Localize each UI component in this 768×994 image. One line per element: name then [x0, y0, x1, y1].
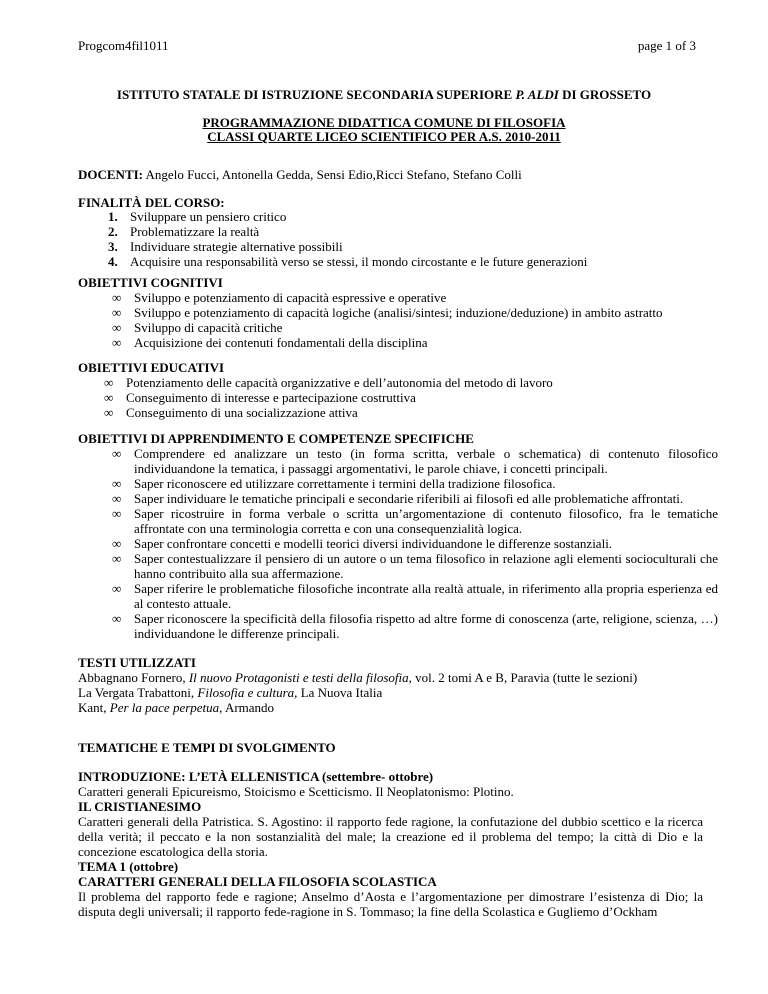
finalita-list [108, 209, 587, 269]
bullet-icon: ∞ [112, 536, 122, 551]
scolastica-heading: CARATTERI GENERALI DELLA FILOSOFIA SCOLASTICA [78, 874, 437, 889]
list-item: ∞ Saper confrontare concetti e modelli teorici diversi individuandone le differenze sostanziali. [112, 536, 613, 551]
docenti [78, 167, 522, 183]
list-item: ∞ Sviluppo e potenziamento di capacità logiche (analisi/sintesi; induzione/deduzione) in ambito astratto [112, 305, 663, 320]
list-item: ∞ Potenziamento delle capacità organizzative e dell’autonomia del metodo di lavoro [104, 375, 553, 390]
list-item: 4. Acquisire una responsabilità verso se stessi, il mondo circostante e le future generazioni [108, 254, 588, 269]
testi-line-3: Kant, Per la pace perpetua, Armando [78, 700, 275, 715]
tema1-heading: TEMA 1 (ottobre) [78, 859, 179, 874]
list-item: ∞ Saper contestualizzare il pensiero di un autore o un tema filosofico in relazione agli elementi socioculturali che hanno contribuito alla sua affermazione. [112, 551, 718, 581]
bullet-icon: ∞ [104, 375, 114, 390]
cristianesimo-heading: IL CRISTIANESIMO [78, 799, 202, 814]
bullet-icon: ∞ [112, 581, 122, 596]
tematiche-heading: TEMATICHE E TEMPI DI SVOLGIMENTO [78, 740, 336, 755]
apprendimento-heading: OBIETTIVI DI APPRENDIMENTO E COMPETENZE SPECIFICHE [78, 431, 474, 446]
title-line-2: CLASSI QUARTE LICEO SCIENTIFICO PER A.S. 2010-2011 [207, 129, 561, 144]
page-number: page 1 of 3 [637, 38, 696, 53]
educativi-heading: OBIETTIVI EDUCATIVI [78, 360, 225, 375]
school-name: ISTITUTO STATALE DI ISTRUZIONE SECONDARIA SUPERIORE P. ALDI DI GROSSETO [116, 87, 652, 102]
bullet-icon: ∞ [112, 446, 122, 461]
list-item: ∞ Acquisizione dei contenuti fondamentali della disciplina [112, 335, 428, 350]
testi-heading: TESTI UTILIZZATI [78, 655, 196, 670]
testi-line-1: Abbagnano Fornero, Il nuovo Protagonisti e testi della filosofia, vol. 2 tomi A e B, Paravia (tutte le sezioni) [78, 670, 638, 685]
apprendimento-list [112, 446, 718, 641]
list-item: ∞ Saper riconoscere ed utilizzare correttamente i termini della tradizione filosofica. [112, 476, 556, 491]
list-item: ∞ Conseguimento di una socializzazione attiva [104, 405, 358, 420]
bullet-icon: ∞ [104, 405, 114, 420]
list-item: 3. Individuare strategie alternative possibili [108, 239, 343, 254]
scolastica-text: Il problema del rapporto fede e ragione; Anselmo d’Aosta e l’argomentazione per dimostrare l’esistenza di Dio; la disputa degli universali; il rapporto fede-ragione in S. Tommaso; la fine della Scolastica e Gugliemo d’Ockham [78, 889, 703, 919]
list-item: 1. Sviluppare un pensiero critico [108, 209, 287, 224]
title-line-1: PROGRAMMAZIONE DIDATTICA COMUNE DI FILOSOFIA [202, 115, 566, 130]
bullet-icon: ∞ [112, 290, 122, 305]
list-item: ∞ Sviluppo di capacità critiche [112, 320, 283, 335]
testi-line-2: La Vergata Trabattoni, Filosofia e cultura, La Nuova Italia [78, 685, 383, 700]
bullet-icon: ∞ [112, 551, 122, 566]
bullet-icon: ∞ [112, 320, 122, 335]
list-item: ∞ Saper riconoscere la specificità della filosofia rispetto ad altre forme di conoscenza (arte, religione, scienza, …) individuandone le differenze principali. [112, 611, 718, 641]
bullet-icon: ∞ [112, 506, 122, 521]
list-item: ∞ Saper individuare le tematiche principali e secondarie riferibili ai filosofi ed alle problematiche affrontati. [112, 491, 684, 506]
list-item: 2. Problematizzare la realtà [108, 224, 260, 239]
document-title [0, 116, 768, 144]
testi-section [78, 655, 637, 715]
cristianesimo-text: Caratteri generali della Patristica. S. Agostino: il rapporto fede ragione, la confutazione del dubbio scettico e la ricerca della verità; il peccato e la non sostanzialità del male; la creazione ed il problema del tempo; la città di Dio e la concezione escatologica della storia. [78, 814, 703, 859]
finalita-heading: FINALITÀ DEL CORSO: [78, 195, 225, 210]
docenti-value: Angelo Fucci, Antonella Gedda, Sensi Edio,Ricci Stefano, Stefano Colli [143, 167, 522, 182]
intro-heading: INTRODUZIONE: L’ETÀ ELLENISTICA (settembre- ottobre) [78, 769, 434, 784]
list-item: ∞ Conseguimento di interesse e partecipazione costruttiva [104, 390, 416, 405]
bullet-icon: ∞ [112, 305, 122, 320]
docenti-label: DOCENTI: [78, 167, 144, 182]
list-item: ∞ Sviluppo e potenziamento di capacità espressive e operative [112, 290, 447, 305]
intro-text: Caratteri generali Epicureismo, Stoicismo e Scetticismo. Il Neoplatonismo: Plotino. [78, 784, 514, 799]
school-name-italic: P. ALDI [515, 87, 559, 102]
list-item: ∞ Saper riferire le problematiche filosofiche incontrate alla realtà attuale, in riferimento alla propria esperienza ed al contesto attuale. [112, 581, 718, 611]
educativi-list [104, 375, 710, 420]
bullet-icon: ∞ [112, 491, 122, 506]
bullet-icon: ∞ [112, 476, 122, 491]
cognitivi-list [112, 290, 718, 350]
bullet-icon: ∞ [112, 611, 122, 626]
bullet-icon: ∞ [112, 335, 122, 350]
page-header [78, 38, 696, 54]
list-item: ∞ Comprendere ed analizzare un testo (in forma scritta, verbale o schematica) di contenuto filosofico individuandone la tematica, i passaggi argomentativi, le parole chiave, i concetti principali. [112, 446, 718, 476]
document-code: Progcom4fil1011 [78, 38, 169, 53]
cognitivi-heading: OBIETTIVI COGNITIVI [78, 275, 223, 290]
bullet-icon: ∞ [104, 390, 114, 405]
tematiche-body [78, 769, 703, 919]
list-item: ∞ Saper ricostruire in forma verbale o scritta un’argomentazione di contenuto filosofico, fra le tematiche affrontate con una terminologia corretta e con una consequenzialità logica. [112, 506, 718, 536]
